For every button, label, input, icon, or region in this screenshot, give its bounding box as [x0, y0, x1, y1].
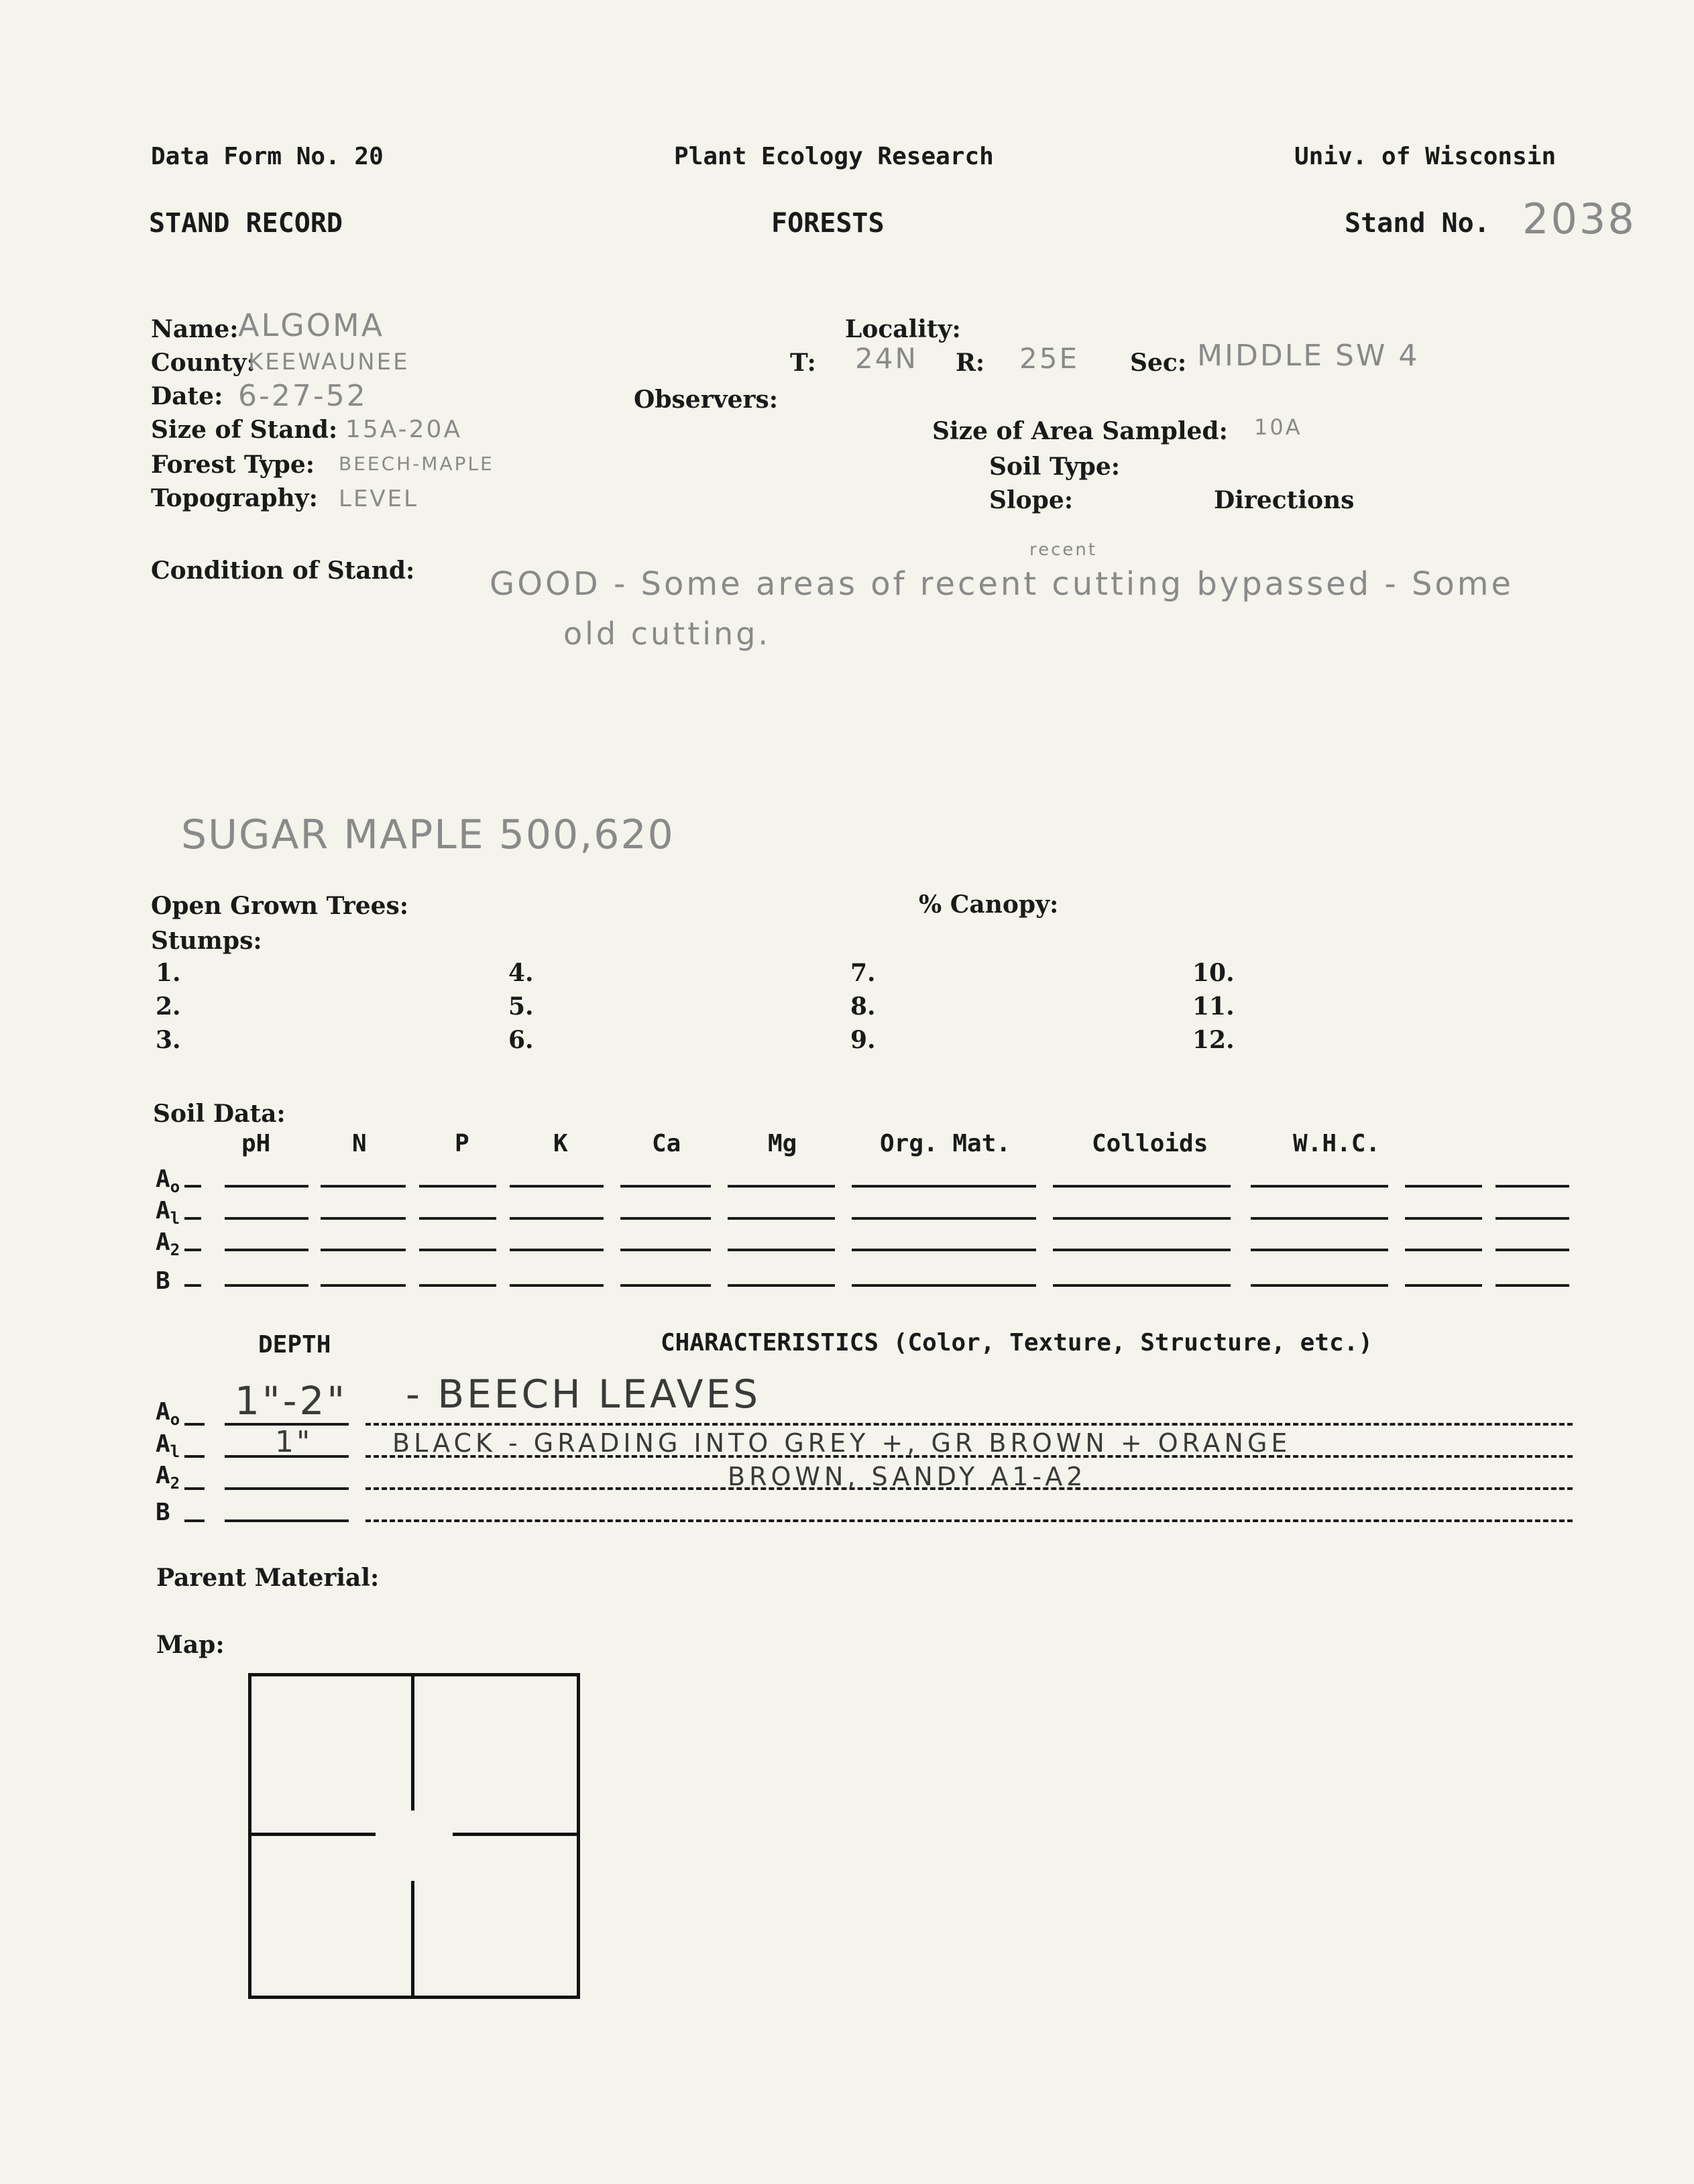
locality-label: Locality: — [845, 315, 961, 343]
soil-entry-line — [728, 1185, 835, 1188]
soil-entry-line — [728, 1217, 835, 1220]
stump-number: 11. — [1192, 992, 1235, 1021]
soil-column-header: Colloids — [1092, 1130, 1208, 1157]
soil-column-header: N — [352, 1130, 367, 1157]
soil-entry-line — [1405, 1185, 1482, 1188]
organization: Plant Ecology Research — [674, 143, 994, 170]
soil-entry-line — [1251, 1249, 1388, 1251]
soil-entry-line — [620, 1217, 711, 1220]
name-label: Name: — [151, 315, 239, 343]
parent-material-label: Parent Material: — [156, 1564, 380, 1592]
soil-column-header: K — [553, 1130, 568, 1157]
stump-number: 6. — [508, 1026, 534, 1054]
university: Univ. of Wisconsin — [1294, 143, 1557, 170]
range-label: R: — [956, 349, 985, 377]
soil-row-label: $A_2$ — [156, 1228, 180, 1259]
profile-depth-a0: 1"-2" — [235, 1378, 348, 1424]
soil-entry-line — [419, 1284, 496, 1287]
soil-entry-line — [225, 1185, 308, 1188]
soil-entry-line — [1251, 1217, 1388, 1220]
forest-title: FORESTS — [771, 208, 885, 239]
profile-text-a2: BROWN, SANDY A1-A2 — [728, 1462, 1087, 1491]
soil-entry-line — [1053, 1185, 1231, 1188]
record-title: STAND RECORD — [149, 208, 343, 239]
soil-data-label: Soil Data: — [153, 1100, 286, 1128]
stump-number: 5. — [508, 992, 534, 1021]
section-label: Sec: — [1130, 349, 1187, 377]
soil-entry-line — [184, 1185, 201, 1188]
stump-number: 2. — [156, 992, 181, 1021]
soil-entry-line — [620, 1185, 711, 1188]
profile-row-label: $A_2$ — [156, 1462, 180, 1493]
soil-column-header: W.H.C. — [1293, 1130, 1381, 1157]
soil-entry-line — [1053, 1217, 1231, 1220]
area-sampled-value: 10A — [1254, 414, 1302, 440]
stumps-label: Stumps: — [151, 927, 262, 955]
soil-column-header: Org. Mat. — [880, 1130, 1011, 1157]
soil-entry-line — [620, 1249, 711, 1251]
stump-number: 8. — [850, 992, 876, 1021]
soil-entry-line — [510, 1185, 604, 1188]
soil-entry-line — [510, 1217, 604, 1220]
soil-entry-line — [184, 1284, 201, 1287]
soil-entry-line — [419, 1217, 496, 1220]
stand-map — [248, 1673, 580, 1999]
profile-row-label: $A_o$ — [156, 1398, 180, 1429]
topography-label: Topography: — [151, 484, 318, 512]
soil-entry-line — [1405, 1217, 1482, 1220]
soil-entry-line — [1405, 1249, 1482, 1251]
soil-entry-line — [1251, 1185, 1388, 1188]
soil-entry-line — [852, 1284, 1036, 1287]
range-value: 25E — [1019, 342, 1079, 375]
soil-entry-line — [852, 1217, 1036, 1220]
date-label: Date: — [151, 382, 223, 410]
stand-number-label: Stand No. — [1345, 208, 1490, 239]
stump-number: 9. — [850, 1026, 876, 1054]
soil-entry-line — [728, 1249, 835, 1251]
condition-insert: recent — [1029, 540, 1098, 560]
forest-type-value: BEECH-MAPLE — [339, 453, 494, 475]
condition-label: Condition of Stand: — [151, 557, 415, 585]
soil-entry-line — [852, 1249, 1036, 1251]
size-of-stand-label: Size of Stand: — [151, 416, 338, 444]
stump-number: 3. — [156, 1026, 181, 1054]
soil-row-label: B — [156, 1267, 170, 1295]
topography-value: LEVEL — [339, 485, 419, 512]
soil-column-header: P — [455, 1130, 469, 1157]
profile-row-label: B — [156, 1499, 170, 1526]
soil-entry-line — [852, 1185, 1036, 1188]
soil-column-header: Ca — [652, 1130, 681, 1157]
profile-depth-a1: 1" — [275, 1425, 313, 1459]
sugar-maple-note: SUGAR MAPLE 500,620 — [181, 811, 675, 858]
county-label: County: — [151, 349, 256, 377]
open-grown-trees-label: Open Grown Trees: — [151, 892, 409, 920]
date-value: 6-27-52 — [238, 379, 368, 413]
stump-number: 1. — [156, 959, 181, 987]
soil-entry-line — [419, 1185, 496, 1188]
area-sampled-label: Size of Area Sampled: — [932, 417, 1228, 445]
depth-label: DEPTH — [258, 1331, 331, 1359]
soil-entry-line — [225, 1249, 308, 1251]
soil-entry-line — [184, 1249, 201, 1251]
soil-entry-line — [1495, 1284, 1569, 1287]
stump-number: 10. — [1192, 959, 1235, 987]
soil-entry-line — [184, 1217, 201, 1220]
characteristics-label: CHARACTERISTICS (Color, Texture, Structure, etc.) — [661, 1329, 1373, 1357]
stump-number: 4. — [508, 959, 534, 987]
soil-entry-line — [321, 1249, 406, 1251]
profile-row-label: $A_l$ — [156, 1430, 180, 1461]
stump-number: 12. — [1192, 1026, 1235, 1054]
soil-entry-line — [1053, 1284, 1231, 1287]
observers-label: Observers: — [634, 386, 779, 414]
soil-entry-line — [510, 1249, 604, 1251]
soil-entry-line — [419, 1249, 496, 1251]
soil-entry-line — [510, 1284, 604, 1287]
soil-entry-line — [1251, 1284, 1388, 1287]
soil-entry-line — [1405, 1284, 1482, 1287]
township-value: 24N — [855, 342, 918, 375]
map-label: Map: — [156, 1631, 225, 1659]
slope-label: Slope: — [989, 486, 1074, 514]
soil-column-header: pH — [241, 1130, 271, 1157]
soil-entry-line — [321, 1284, 406, 1287]
soil-entry-line — [620, 1284, 711, 1287]
soil-entry-line — [1495, 1217, 1569, 1220]
soil-entry-line — [225, 1284, 308, 1287]
stump-number: 7. — [850, 959, 876, 987]
soil-entry-line — [321, 1185, 406, 1188]
soil-column-header: Mg — [768, 1130, 797, 1157]
size-of-stand-value: 15A-20A — [345, 416, 463, 443]
profile-text-a0: - BEECH LEAVES — [406, 1371, 761, 1417]
soil-entry-line — [225, 1217, 308, 1220]
section-value: MIDDLE SW 4 — [1197, 339, 1420, 373]
condition-text-line2: old cutting. — [563, 616, 771, 652]
stand-number-value: 2038 — [1522, 194, 1636, 243]
county-value: KEEWAUNEE — [248, 349, 410, 376]
soil-entry-line — [1495, 1249, 1569, 1251]
soil-entry-line — [321, 1217, 406, 1220]
soil-row-label: $A_o$ — [156, 1165, 180, 1196]
soil-entry-line — [728, 1284, 835, 1287]
forest-type-label: Forest Type: — [151, 451, 315, 479]
directions-label: Directions — [1214, 486, 1355, 514]
soil-entry-line — [1053, 1249, 1231, 1251]
township-label: T: — [790, 349, 816, 377]
form-number: Data Form No. 20 — [151, 143, 384, 170]
canopy-label: % Canopy: — [919, 890, 1059, 919]
soil-row-label: $A_l$ — [156, 1197, 180, 1228]
soil-entry-line — [1495, 1185, 1569, 1188]
condition-text-line1: GOOD - Some areas of recent cutting bypassed - Some — [490, 565, 1514, 603]
soil-type-label: Soil Type: — [989, 453, 1121, 481]
profile-text-a1: BLACK - GRADING INTO GREY +, GR BROWN + ORANGE — [392, 1428, 1292, 1458]
name-value: ALGOMA — [238, 307, 385, 343]
